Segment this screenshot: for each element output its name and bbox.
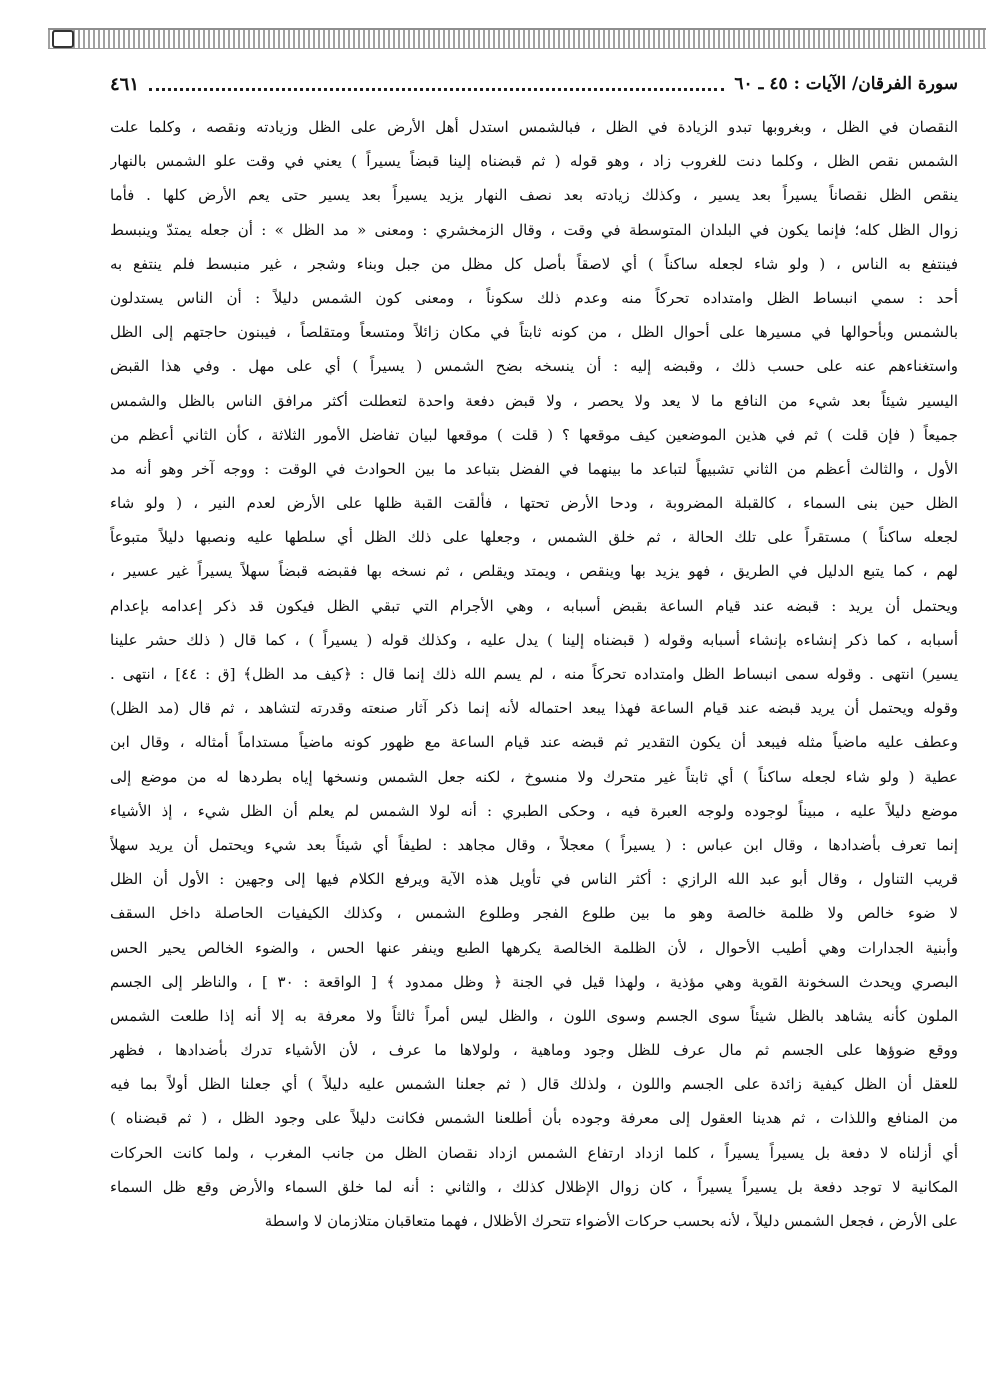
running-header — [110, 70, 958, 98]
text-line: وعطف عليه ماضياً مثله فيبعد أن يكون التقدير ثم قبضه عند قيام الساعة مع ظهور كونه ماضياً مستداماً أمثاله ، وقال ابن — [110, 733, 958, 752]
text-line: لجعله ساكناً ) مستقراً على تلك الحالة ، ثم خلق الشمس ، وجعلها على ذلك الظل أي سلطها عليه ونصبها دليلاً متبوعاً — [110, 528, 958, 547]
text-line: لا ضوء خالص ولا ظلمة خالصة وهو ما بين طلوع الفجر وطلوع الشمس ، وكذلك الكيفيات الحاصلة داخل السقف — [110, 904, 958, 923]
text-line: الظل حين بنى السماء ، كالقبلة المضروبة ، ودحا الأرض تحتها ، فألقت القبة ظلها على الأرض لعدم النير ، ( ولو شاء — [110, 494, 958, 513]
text-line: قريب التناول ، وقال أبو عبد الله الرازي : أكثر الناس في تأويل هذه الآية ويرفع الكلام فيها إلى وجهين : الأول أن الظل — [110, 870, 958, 889]
corner-ornament — [52, 30, 74, 48]
text-line: إنما تعرف بأضدادها ، وقال ابن عباس : ( يسيراً ) معجلاً ، وقال مجاهد : لطيفاً أي شيئاً بعد شيء ويحتمل أن يريد سهلاً — [110, 835, 958, 854]
body-text — [110, 110, 958, 1238]
page-number: ٤٦١ — [110, 73, 140, 95]
text-line: ويحتمل أن يريد : قبضه عند قيام الساعة بقبض أسبابه ، وهي الأجرام التي تبقي الظل فيكون قد ذكر إعدامه بإعدام — [110, 596, 958, 615]
text-line: البصري ويحدث السخونة القوية وهي مؤذية ، ولهذا قيل في الجنة ﴿ وظل ممدود ﴾ [ الواقعة : ٣٠ ] ، والناظر إلى الجسم — [110, 972, 958, 991]
text-line: الملون كأنه يشاهد بالظل شيئاً سوى الجسم وسوى اللون ، والظل ليس أمراً ثالثاً ولا معرفة به إلا أنه إذا طلعت الشمس — [110, 1006, 958, 1025]
text-line: يسير) انتهى . وقوله سمى انبساط الظل وامتداده تحركاً منه ، لم يسم الله ذلك إنما قال : ﴿كيف مد الظل﴾ [ق : ٤٤] ، انتهى . — [110, 665, 958, 683]
text-line: موضع دليلاً عليه ، مبيناً لوجوده ولوجه العبرة فيه ، وحكى الطبري : أنه لولا الشمس لم يعلم أن الظل شيء ، إذ الأشياء — [110, 801, 958, 820]
text-line: أسبابه ، كما ذكر إنشاءه بإنشاء أسبابه وقوله ( قبضناه إلينا ) يدل عليه ، وكذلك قوله ( يسيراً ) ، كما قال ( ذلك حشر علينا — [110, 630, 958, 649]
text-line: وأبنية الجدارات وهي أطيب الأحوال ، لأن الظلمة الخالصة يكرهها الطبع وينفر عنها الحس ، والضوء الخالص يحير الحس — [110, 938, 958, 957]
text-line: المكانية لا توجد دفعة بل يسيراً يسيراً ، كان زوال الإظلال كذلك ، والثاني : أنه لما خلق السماء والأرض وقع ظل السماء — [110, 1177, 958, 1196]
text-line: أي أزلناه لا دفعة بل يسيراً يسيراً ، كلما ازداد ارتفاع الشمس ازداد نقصان الظل من جانب المغرب ، ولما كانت الحركات — [110, 1143, 958, 1162]
text-line: من المنافع واللذات ، ثم هدينا العقول إلى معرفة وجوده بأن أطلعنا الشمس فكانت دليلاً على وجود الظل ، ( ثم قبضناه ) — [110, 1109, 958, 1128]
text-line: ووقع ضوؤها على الجسم ثم مال عرف للظل وجود وماهية ، ولولاها ما عرف ، لأن الأشياء تدرك بأضدادها ، فظهر — [110, 1041, 958, 1060]
text-line: جميعاً ( فإن قلت ) ثم في هذين الموضعين كيف موقعها ؟ ( قلت ) موقعها لبيان تفاضل الأمور الثلاثة ، كأن الثاني أعظم من — [110, 425, 958, 444]
decorative-top-border — [48, 28, 986, 49]
text-line: اليسير شيئاً بعد شيء من النافع ما لا يعد ولا يحصر ، ولا قبض دفعة واحدة لتعطلت أكثر مرافق الناس بالظل والشمس — [110, 391, 958, 410]
text-line: لهم ، كما يتبع الدليل في الطريق ، فهو يزيد بها وينقص ، ويمتد ويقلص ، ثم نسخه بها فقبضه قبضاً سهلاً يسيراً غير عسير ، — [110, 562, 958, 581]
text-line: على الأرض ، فجعل الشمس دليلاً ، لأنه بحسب حركات الأضواء تتحرك الأظلال ، فهما متعاقبان متلازمان لا واسطة — [264, 1212, 958, 1230]
header-leader-dots — [149, 78, 724, 91]
text-line: فينتفع به الناس ، ( ولو شاء لجعله ساكناً ) أي لاصقاً بأصل كل مظل من جبل وبناء وشجر ، غير منبسط فلم ينتفع به — [110, 254, 958, 273]
surah-title: سورة الفرقان/ الآيات : ٤٥ ـ ٦٠ — [734, 74, 958, 94]
text-line: زوال الظل كله؛ فإنما يكون في البلدان المتوسطة في وقت ، وقال الزمخشري : ومعنى « مد الظل » : أن جعله يمتدّ وينبسط — [110, 220, 958, 239]
text-line: ينقص الظل نقصاناً يسيراً بعد يسير ، وكذلك زيادته بعد نصف النهار يزيد يسيراً بعد يسير حتى يعم الأرض كلها . فأما — [110, 186, 958, 205]
text-line: للعقل أن الظل كيفية زائدة على الجسم واللون ، ولذلك قال ( ثم جعلنا الشمس عليه دليلاً ) أي جعلنا الظل أولاً بما فيه — [110, 1075, 958, 1094]
text-line: النقصان في الظل ، وبغروبها تبدو الزيادة في الظل ، فبالشمس استدل أهل الأرض على الظل وزيادته ونقصه ، وكلما علت — [110, 118, 958, 136]
text-line: واستغناءهم عنه على حسب ذلك ، وقبضه إليه : أن ينسخه بضح الشمس ( يسيراً ) أي على مهل . وفي هذا القبض — [110, 357, 958, 376]
text-line: بالشمس وبأحوالها في مسيرها على أحوال الظل ، من كونه ثابتاً في مكان زائلاً ومتسعاً ومتقلصاً ، فيبنون حاجتهم إلى الظل — [110, 323, 958, 342]
text-line: الشمس نقص الظل ، وكلما دنت للغروب زاد ، وهو قوله ( ثم قبضناه إلينا قبضاً يسيراً ) يعني في وقت علو الشمس بالنهار — [110, 152, 958, 171]
text-line: عطية ( ولو شاء لجعله ساكناً ) أي ثابتاً غير متحرك ولا منسوخ ، لكنه جعل الشمس ونسخها إياه بطردها له من موضع إلى — [110, 767, 958, 786]
text-line: وقوله ويحتمل أن يريد قبضه عند قيام الساعة فهذا يبعد احتماله لأنه إنما ذكر آثار صنعته وقدرته لتشاهد ، ثم قال (مد الظل) — [110, 699, 958, 718]
text-line: الأول ، والثالث أعظم من الثاني تشبيهاً لتباعد ما بينهما في الفضل بتباعد ما بين الحوادث في الوقت : ووجه آخر وهو أنه مد — [110, 459, 958, 478]
text-line: أحد : سمي انبساط الظل وامتداده تحركاً منه وعدم ذلك سكوناً ، ومعنى كون الشمس دليلاً : أن الناس يستدلون — [110, 288, 958, 307]
